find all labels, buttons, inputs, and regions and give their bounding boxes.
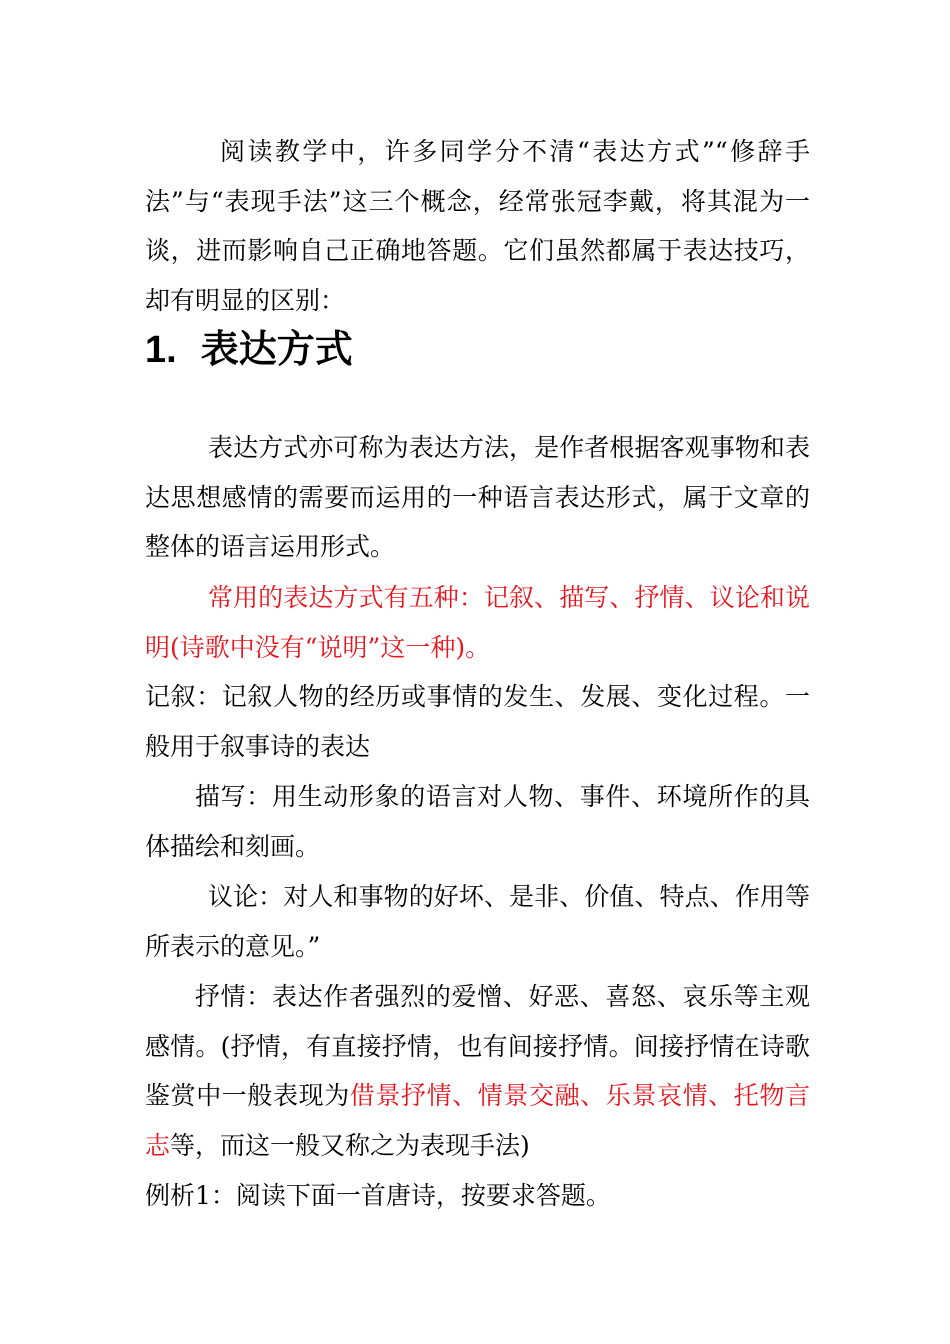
five-types-paragraph: 常用的表达方式有五种：记叙、描写、抒情、议论和说明(诗歌中没有“说明”这一种)。 <box>145 583 810 662</box>
description-paragraph: 描写：用生动形象的语言对人物、事件、环境所作的具体描绘和刻画。 <box>145 782 810 861</box>
lyric-text-part2: 等，而这一般又称之为表现手法) <box>170 1130 530 1160</box>
section-title: 表达方式 <box>200 329 353 371</box>
example-paragraph: 例析1：阅读下面一首唐诗，按要求答题。 <box>145 1181 611 1210</box>
section-heading <box>145 322 353 378</box>
argument-paragraph: 议论：对人和事物的好坏、是非、价值、特点、作用等所表示的意见。” <box>145 882 810 961</box>
definition-paragraph: 表达方式亦可称为表达方法，是作者根据客观事物和表达思想感情的需要而运用的一种语言表达形式，属于文章的整体的语言运用形式。 <box>145 433 810 561</box>
intro-paragraph: 阅读教学中，许多同学分不清“表达方式”“修辞手法”与“表现手法”这三个概念，经常张冠李戴，将其混为一谈，进而影响自己正确地答题。它们虽然都属于表达技巧，却有明显的区别： <box>145 137 810 315</box>
lyric-text-part1: 抒情：表达作者强烈的爱憎、好恶、喜怒、哀乐等主观感情。(抒情，有直接抒情，也有间接抒情。间接抒情在诗歌鉴赏中一般表现为 <box>145 982 810 1110</box>
narration-paragraph: 记叙：记叙人物的经历或事情的发生、发展、变化过程。一般用于叙事诗的表达 <box>145 682 810 761</box>
lyric-paragraph <box>145 972 810 1170</box>
lyric-highlight: 借景抒情、情景交融、乐景哀情、托物言志 <box>145 1081 810 1160</box>
section-number: 1. <box>145 329 177 371</box>
